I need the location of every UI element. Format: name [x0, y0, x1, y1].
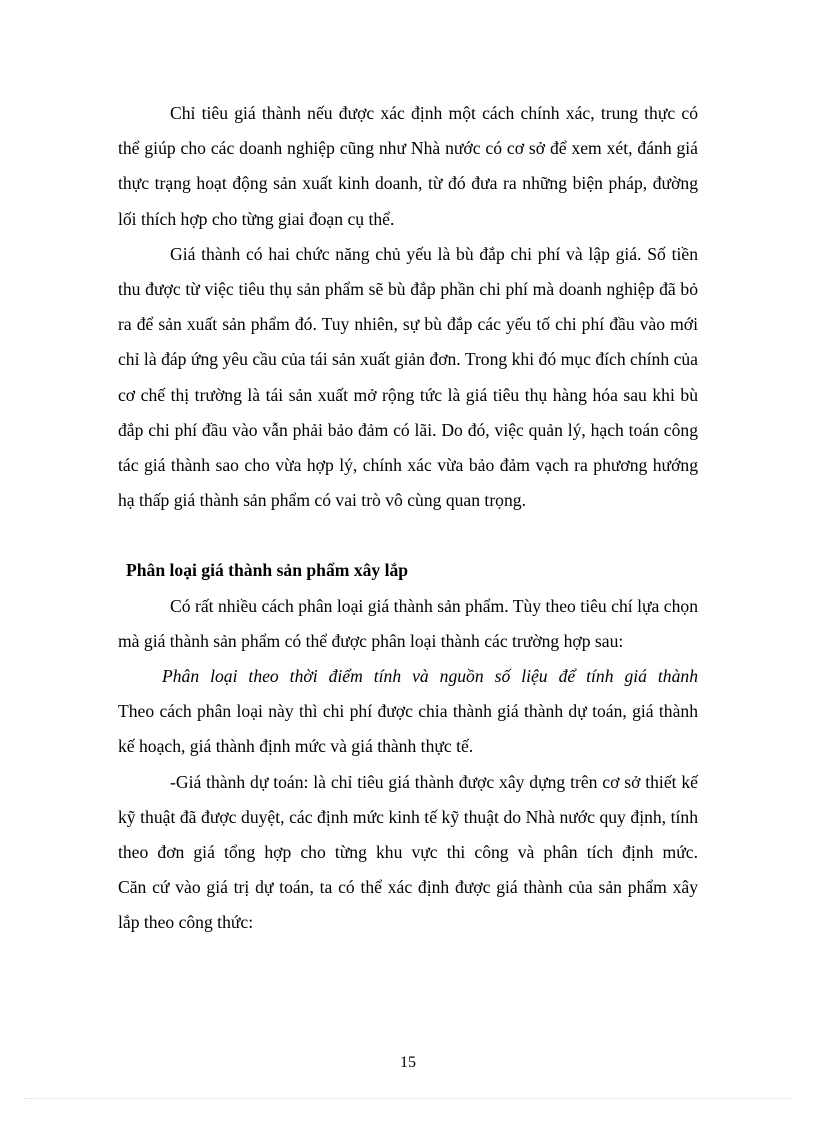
paragraph-cost-functions: Giá thành có hai chức năng chủ yếu là bù đắp chi phí và lập giá. Số tiền thu được từ việc tiêu thụ sản phẩm sẽ bù đắp phần chi phí mà doanh nghiệp đã bỏ ra để sản xuất sản phẩm đó. Tuy nhiên, sự bù đắp các yếu tố chi phí đầu vào mới chỉ là đáp ứng yêu cầu của tái sản xuất giản đơn. Trong khi đó mục đích chính của cơ chế thị trường là tái sản xuất mở rộng tức là giá tiêu thụ hàng hóa sau khi bù đắp chi phí đầu vào vẫn phải bảo đảm có lãi. Do đó, việc quản lý, hạch toán công tác giá thành sao cho vừa hợp lý, chính xác vừa bảo đảm vạch ra phương hướng hạ thấp giá thành sản phẩm có vai trò vô cùng quan trọng. [118, 243, 698, 511]
paragraph-classification-intro: Có rất nhiều cách phân loại giá thành sản phẩm. Tùy theo tiêu chí lựa chọn mà giá thành sản phẩm có thể được phân loại thành các trường hợp sau: [118, 595, 698, 651]
section-heading: Phân loại giá thành sản phẩm xây lắp [126, 560, 409, 581]
page-number: 15 [400, 1054, 416, 1071]
italic-subheading: Phân loại theo thời điểm tính và nguồn số liệu để tính giá thành [162, 666, 698, 687]
paragraph-formula-intro: Căn cứ vào giá trị dự toán, ta có thể xác định được giá thành của sản phẩm xây lắp theo công thức: [118, 877, 698, 933]
document-body [118, 96, 698, 941]
page-bottom-divider [24, 1098, 792, 1099]
paragraph-classification: Theo cách phân loại này thì chi phí được chia thành giá thành dự toán, giá thành kế hoạch, giá thành định mức và giá thành thực tế. [118, 701, 698, 757]
paragraph-cost-indicator: Chỉ tiêu giá thành nếu được xác định một cách chính xác, trung thực có thể giúp cho các doanh nghiệp cũng như Nhà nước có cơ sở để xem xét, đánh giá thực trạng hoạt động sản xuất kinh doanh, từ đó đưa ra những biện pháp, đường lối thích hợp cho từng giai đoạn cụ thể. [118, 103, 698, 229]
paragraph-estimate-definition: -Giá thành dự toán: là chỉ tiêu giá thành được xây dựng trên cơ sở thiết kế kỹ thuật đã được duyệt, các định mức kinh tế kỹ thuật do Nhà nước quy định, tính theo đơn giá tổng hợp cho từng khu vực thi công và phân tích định mức. [118, 771, 698, 863]
